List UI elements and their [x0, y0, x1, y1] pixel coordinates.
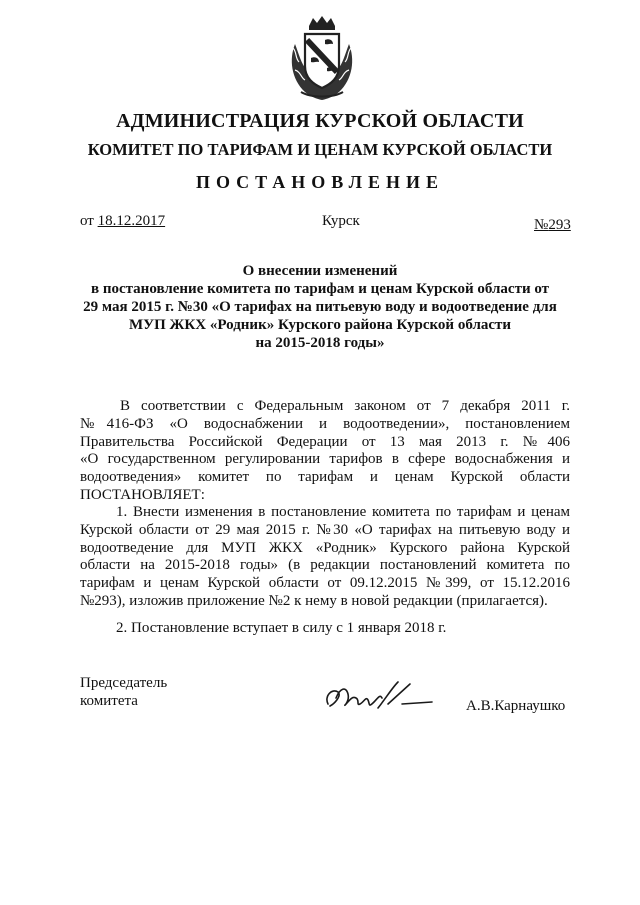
paragraph-line: области на 2015-2018 годы» (в редакции постановлений комитета по	[80, 557, 570, 574]
title-line: МУП ЖКХ «Родник» Курского района Курской области	[128, 317, 512, 333]
paragraph-line: тарифам и ценам Курской области от 09.12.2015 №399, от 15.12.2016	[80, 575, 570, 592]
paragraph-line: №416-ФЗ «О водоснабжении и водоотведении», постановлением	[80, 415, 570, 432]
paragraph-line: №293), изложив приложение №2 к нему в новой редакции (прилагается).	[80, 592, 548, 609]
signatory-position	[80, 674, 167, 710]
committee-name: КОМИТЕТ ПО ТАРИФАМ И ЦЕНАМ КУРСКОЙ ОБЛАСТИ	[87, 140, 553, 159]
preamble-paragraph	[80, 398, 570, 505]
title-line: 29 мая 2015 г. №30 «О тарифах на питьевую воду и водоотведение для	[83, 299, 557, 315]
title-line: на 2015-2018 годы»	[255, 335, 385, 351]
paragraph-line: Правительства Российской Федерации от 13 мая 2013 г. №406	[80, 433, 570, 450]
paragraph-line: В соответствии с Федеральным законом от 7 декабря 2011 г.	[120, 398, 570, 414]
document-city: Курск	[322, 213, 360, 229]
document-date: от 18.12.2017	[80, 213, 166, 229]
paragraph-line: Курской области от 29 мая 2015 г. №30 «О тарифах на питьевую воду и	[80, 521, 570, 538]
position-line: комитета	[80, 693, 138, 709]
signatory-name: А.В.Карнаушко	[466, 698, 566, 714]
position-line: Председатель	[80, 675, 168, 691]
item-1-paragraph	[80, 504, 570, 611]
title-line: О внесении изменений	[242, 263, 398, 279]
document-number: №293	[534, 217, 571, 233]
paragraph-line: 1. Внести изменения в постановление комитета по тарифам и ценам	[116, 504, 570, 520]
handwritten-signature	[322, 674, 442, 720]
paragraph-line: ПОСТАНОВЛЯЕТ:	[80, 486, 205, 503]
document-type: ПОСТАНОВЛЕНИЕ	[195, 172, 445, 192]
title-line: в постановление комитета по тарифам и ценам Курской области от	[90, 281, 550, 297]
coat-of-arms-emblem	[287, 14, 357, 100]
item-2-paragraph: 2. Постановление вступает в силу с 1 января 2018 г.	[116, 620, 447, 636]
paragraph-line: водоотведения» комитет по тарифам и ценам Курской области	[80, 469, 570, 486]
document-title	[70, 262, 570, 352]
paragraph-line: «О государственном регулировании тарифов в сфере водоснабжения и	[80, 451, 570, 468]
org-name: АДМИНИСТРАЦИЯ КУРСКОЙ ОБЛАСТИ	[116, 110, 524, 132]
paragraph-line: водоотведение для МУП ЖКХ «Родник» Курского района Курской	[80, 539, 570, 556]
